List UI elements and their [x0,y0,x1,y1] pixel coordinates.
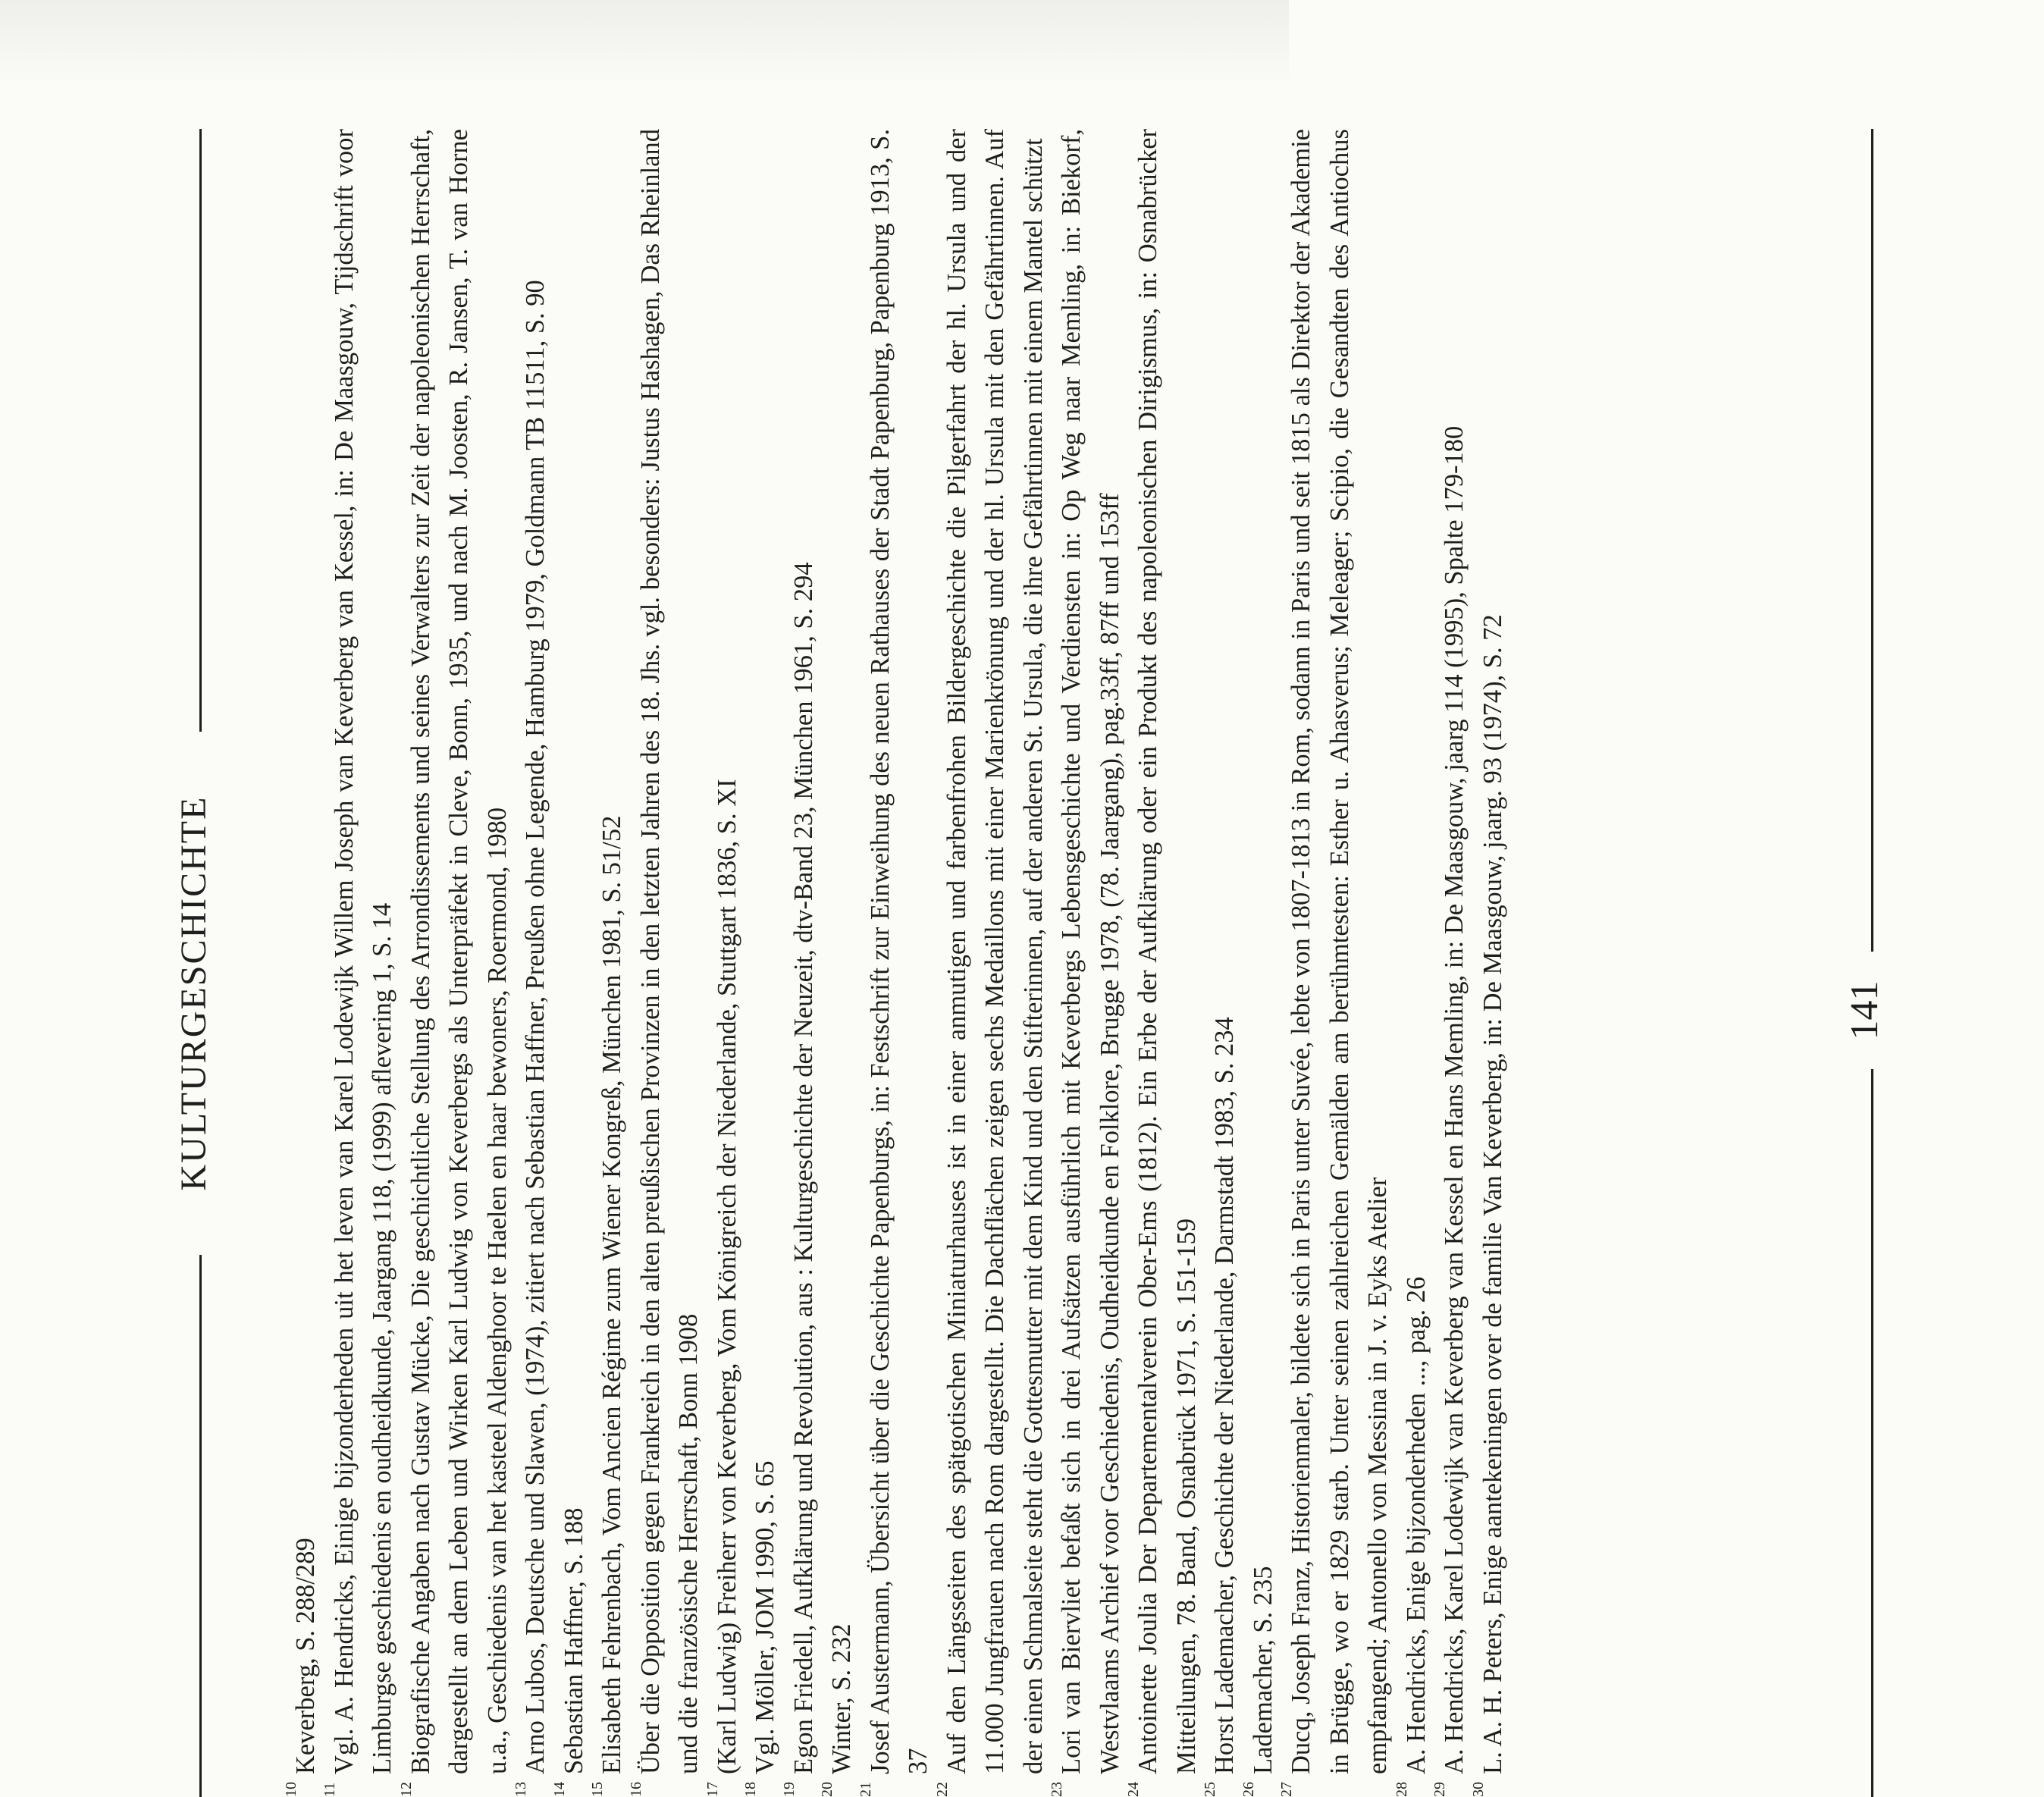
endnote-text: L. A. H. Peters, Enige aantekeningen over de familie Van Keverberg, in: De Maasgouw, jaarg. 93 (1974), S. 72 [1478,614,1507,1774]
page-title: KULTURGESCHICHTE [174,795,214,1191]
endnote-text: Über die Opposition gegen Frankreich in den alten preußischen Provinzen in den letzten Jahren des 18. Jhs. vgl. besonders: Justus Hashagen, Das Rheinland und die französische Herrschaft, Bonn 1908 [635,129,703,1774]
footer-rule-right [1871,129,1873,952]
endnote-text: Horst Lademacher, Geschichte der Niederlande, Darmstadt 1983, S. 234 [1210,1017,1239,1774]
endnote-number: 21 [857,1782,874,1797]
endnote-text: Vgl. A. Hendricks, Einige bijzonderheden uit het leven van Karel Lodewijk Willem Joseph van Keverberg van Kessel, in: De Maasgouw, Tijdschrift voor Limburgse geschiedenis en oudheidkunde, Jaargang 118, (1999) aflevering 1, S. 14 [329,129,397,1774]
endnote-text: Antoinette Joulia Der Departementalverein Ober-Ems (1812). Ein Erbe der Aufklärung oder ein Produkt des napoleonischen Dirigismus, in: Osnabrücker Mitteilungen, 78. Band, Osnabrück 1971, S. 151-159 [1133,129,1201,1774]
endnote-number: 19 [780,1782,798,1797]
endnote-number: 12 [397,1782,415,1797]
endnote-text: A. Hendricks, Enige bijzonderheden ..., pag. 26 [1401,1276,1431,1774]
endnote-text: Sebastian Haffner, S. 188 [559,1507,588,1774]
endnote-number: 25 [1202,1782,1218,1797]
endnote-number: 26 [1240,1782,1257,1797]
endnote-number: 17 [704,1782,721,1797]
scan-shadow [0,0,1289,91]
endnote [627,129,708,1797]
endnote-number: 10 [283,1782,299,1797]
endnote [1393,129,1436,1797]
endnote [1431,129,1474,1797]
endnote [742,129,785,1797]
endnote [1278,129,1397,1797]
endnote-number: 28 [1393,1782,1410,1797]
endnote-text: Biografische Angaben nach Gustav Mücke, Die geschichtliche Stellung des Arrondissements und seines Verwalters zur Zeit der napoleonischen Herrschaft, dargestellt an dem Leben und Wirken Karl Ludwig von Keverbergs als Unterpräfekt in Cleve, Bonn, 1935, und nach M. Joosten, R. Jansen, T. van Horne u.a., Geschiedenis van het kasteel Aldenghoor te Haelen en haar bewoners, Roermond, 1980 [406,129,512,1774]
page-footer [1827,129,1918,1797]
endnote-text: Josef Austermann, Übersicht über die Geschichte Papenburgs, in: Festschrift zur Einweihung des neuen Rathauses der Stadt Papenburg, Papenburg 1913, S. 37 [865,129,933,1774]
endnote-text: Lori van Biervliet befaßt sich in drei Aufsätzen ausführlich mit Keverbergs Lebensgeschichte und Verdiensten in: Op Weg naar Memling, in: Biekorf, Westvlaams Archief voor Geschiedenis, Oudheidkunde en Folklore, Brugge 1978, (78. Jaargang), pag.33ff, 87ff und 153ff [1057,129,1124,1774]
endnote [589,129,632,1797]
endnote-number: 18 [742,1782,759,1797]
endnote [513,129,555,1797]
endnote-number: 23 [1049,1782,1065,1797]
endnote-number: 13 [513,1782,529,1797]
endnote-text: A. Hendricks, Karel Lodewijk van Keverberg van Kessel en Hans Memling, in: De Maasgouw, jaarg 114 (1995), Spalte 179-180 [1440,425,1469,1774]
endnote [857,129,938,1797]
endnote-number: 24 [1125,1782,1142,1797]
endnote-text: Vgl. Möller, JOM 1990, S. 65 [751,1460,779,1774]
endnote-number: 22 [933,1782,951,1797]
endnote [704,129,747,1797]
endnote-number: 16 [627,1782,644,1797]
document-page [152,129,1918,1797]
endnote [1049,129,1129,1797]
endnote-number: 29 [1431,1782,1448,1797]
endnote-text: Lademacher, S. 235 [1248,1566,1278,1774]
endnote-text: Egon Friedell, Aufklärung und Revolution, aus : Kulturgeschichte der Neuzeit, dtv-Band 23, München 1961, S. 294 [788,562,818,1774]
endnote-text: Arno Lubos, Deutsche und Slawen, (1974), zitiert nach Sebastian Haffner, Preußen ohne Legende, Hamburg 1979, Goldmann TB 11511, S. 90 [521,280,550,1774]
endnote-number: 30 [1469,1782,1487,1797]
endnotes-list [283,129,1512,1797]
endnote [397,129,517,1797]
endnote-number: 11 [321,1782,338,1797]
footer-rule-left [1871,1069,1873,1797]
page-header [152,129,250,1797]
endnote-text: Ducq, Joseph Franz, Historienmaler, bildete sich in Paris unter Suvée, lebte von 1807-1813 in Rom, sodann in Paris und seit 1815 als Direktor der Akademie in Brügge, wo er 1829 starb. Unter seinen zahlreichen Gemälden am berühmtesten: Esther u. Ahasverus; Meleager; Scipio, die Gesandten des Antiochus empfangend; Antonello von Messina in J. v. Eyks Atelier [1287,129,1392,1774]
endnote [819,129,861,1797]
endnote [1240,129,1283,1797]
page-number: 141 [1843,980,1886,1040]
endnote-text: Winter, S. 232 [827,1623,856,1774]
endnote [283,129,325,1797]
endnote [780,129,823,1797]
endnote-text: Keverberg, S. 288/289 [291,1538,320,1774]
header-rule-left [199,1255,202,1797]
endnote [1202,129,1244,1797]
endnote-number: 14 [550,1782,568,1797]
endnote-text: (Karl Ludwig) Freiherr von Keverberg, Vom Königreich der Niederlande, Stuttgart 1836, S. XI [712,779,741,1774]
endnote-text: Auf den Längsseiten des spätgotischen Miniaturhauses ist in einer anmutigen und farbenfrohen Bildergeschichte die Pilgerfahrt der hl. Ursula und der 11.000 Jungfrauen nach Rom dargestellt. Die Dachflächen zeigen sechs Medaillons mit einer Marienkrönung und der hl. Ursula mit den Gefährtinnen. Auf der einen Schmalseite steht die Gottesmutter mit dem Kind und den Stifterinnen, auf der anderen St. Ursula, die ihre Gefährtinnen mit einem Mantel schützt [942,129,1048,1774]
endnote-number: 20 [819,1782,835,1797]
endnote-number: 27 [1278,1782,1295,1797]
endnote [1125,129,1205,1797]
endnote [933,129,1053,1797]
endnote [1469,129,1513,1797]
header-rule-right [199,129,202,732]
endnote-text: Elisabeth Fehrenbach, Vom Ancien Régime zum Wiener Kongreß, München 1981, S. 51/52 [597,815,626,1774]
endnote-number: 15 [589,1782,606,1797]
endnote [550,129,594,1797]
endnote [321,129,402,1797]
